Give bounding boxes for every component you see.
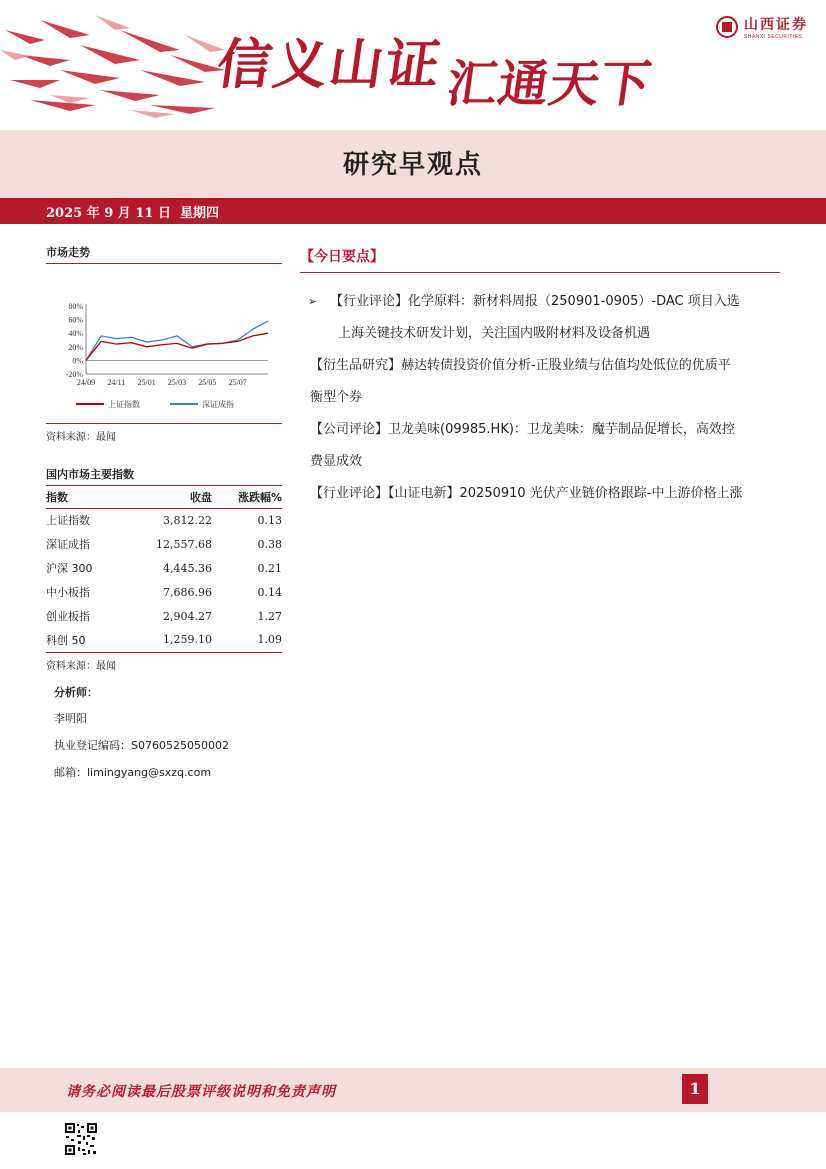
table-header-row <box>46 486 282 508</box>
x-tick-label: 24/09 <box>76 378 96 387</box>
trend-chart-svg <box>46 264 282 424</box>
key-point-line: 【行业评论】化学原料：新材料周报（250901-0905）-DAC 项目入选 <box>330 294 740 309</box>
report-date: 2025 年 9 月 11 日 <box>46 206 171 221</box>
market-trend-chart <box>46 264 282 424</box>
x-tick-label: 25/07 <box>228 378 247 387</box>
index-name: 创业板指 <box>46 610 90 623</box>
index-name: 科创 50 <box>46 628 142 652</box>
key-point-item[interactable] <box>310 350 780 414</box>
index-name: 深证成指 <box>46 538 90 551</box>
col-header-change: 涨跌幅% <box>212 486 282 508</box>
index-change: 0.13 <box>257 513 282 527</box>
table-source: 资料来源：最闻 <box>46 660 116 672</box>
key-point-line: 【行业评论】【山证电新】20250910 光伏产业链价格跟踪-中上游价格上涨 <box>310 486 743 501</box>
table-row <box>46 556 282 580</box>
table-row <box>46 604 282 628</box>
report-weekday: 星期四 <box>180 206 220 221</box>
index-close: 3,812.22 <box>163 513 212 527</box>
market-trend-title: 市场走势 <box>46 244 282 264</box>
y-tick-label: 40% <box>68 329 83 339</box>
analyst-email[interactable]: 邮箱：limingyang@sxzq.com <box>54 766 212 779</box>
key-point-line: 【衍生品研究】赫达转债投资价值分析-正股业绩与估值均处低位的优质平 <box>310 358 731 373</box>
title-bar <box>0 130 826 198</box>
key-point-line: 上海关键技术研发计划，关注国内吸附材料及设备机遇 <box>338 326 651 341</box>
logo-en: SHANXI SECURITIES <box>744 34 803 40</box>
analyst-name: 李明阳 <box>54 712 87 725</box>
slogan-part2: 汇通天下 <box>443 55 656 113</box>
table-row <box>46 580 282 604</box>
analyst-label: 分析师： <box>54 686 98 699</box>
page-number: 1 <box>682 1074 708 1104</box>
index-name: 中小板指 <box>46 586 90 599</box>
table-row <box>46 628 282 652</box>
analyst-reg: 执业登记编码：S0760525050002 <box>54 739 229 752</box>
table-row <box>46 532 282 556</box>
index-close: 1,259.10 <box>142 628 212 652</box>
col-header-index: 指数 <box>46 486 142 508</box>
y-tick-label: 60% <box>68 315 83 325</box>
indices-section <box>46 466 282 672</box>
key-point-line: 费显成效 <box>310 454 363 469</box>
x-tick-label: 25/01 <box>137 378 156 387</box>
date-bar <box>0 198 826 224</box>
chart-source: 资料来源：最闻 <box>46 432 116 443</box>
slogan-part1: 信义山证 <box>213 33 446 96</box>
col-header-close: 收盘 <box>142 486 212 508</box>
footer-bar <box>0 1068 826 1112</box>
table-row <box>46 508 282 532</box>
key-point-line: 衡型个券 <box>310 390 363 405</box>
indices-title: 国内市场主要指数 <box>46 466 282 486</box>
qr-code-icon <box>64 1122 98 1156</box>
key-point-line: 【公司评论】卫龙美味(09985.HK)：卫龙美味：魔芋制品促增长，高效控 <box>310 422 735 437</box>
disclaimer-text[interactable]: 请务必阅读最后股票评级说明和免责声明 <box>66 1084 336 1100</box>
market-trend-section <box>46 244 282 443</box>
arrow-right-icon: ➢ <box>308 295 318 308</box>
legend-label: 上证指数 <box>108 400 140 409</box>
index-close: 2,904.27 <box>163 609 212 623</box>
y-tick-label: -20% <box>65 370 83 379</box>
y-tick-label: 20% <box>68 342 83 352</box>
index-change: 1.27 <box>257 609 282 623</box>
indices-table <box>46 486 282 653</box>
index-change: 0.14 <box>257 585 282 599</box>
y-tick-label: 80% <box>68 302 83 311</box>
index-close: 12,557.68 <box>156 537 212 551</box>
key-point-item[interactable] <box>310 414 780 478</box>
key-points-title: 【今日要点】 <box>300 246 780 273</box>
x-tick-label: 24/11 <box>107 378 126 387</box>
x-tick-label: 25/03 <box>167 378 187 387</box>
y-tick-label: 0% <box>72 356 83 366</box>
index-close: 4,445.36 <box>163 561 212 575</box>
legend-label: 深证成指 <box>202 400 234 409</box>
index-change: 1.09 <box>212 628 282 652</box>
index-close: 7,686.96 <box>163 585 212 599</box>
analyst-info <box>54 684 294 791</box>
key-point-item[interactable] <box>310 478 780 510</box>
index-name: 沪深 300 <box>46 562 93 575</box>
company-logo <box>716 14 808 40</box>
logo-cn: 山西证券 <box>744 17 808 33</box>
index-name: 上证指数 <box>46 514 90 528</box>
banner-arrows-graphic <box>0 0 230 130</box>
index-change: 0.21 <box>257 561 282 575</box>
key-point-item[interactable] <box>310 286 780 350</box>
header-banner <box>0 0 826 130</box>
index-change: 0.38 <box>257 537 282 551</box>
logo-mark-icon <box>716 16 738 38</box>
key-points-section <box>300 246 780 501</box>
x-tick-label: 25/05 <box>198 378 217 387</box>
page-title: 研究早观点 <box>342 150 483 180</box>
